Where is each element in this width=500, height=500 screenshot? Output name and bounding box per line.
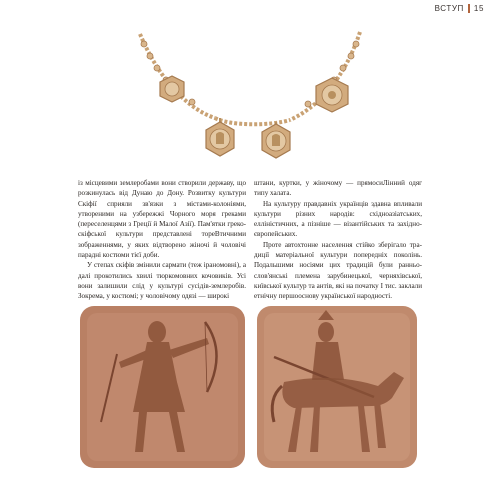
paragraph: із місцевими землеробами вони створили державу, що розкинулась від Дунаю до Дону. Розвитку культури Скіфії сприяли зв'язки з містами-колоніями, утвореними на узбережжі Чорного моря греками (переселенцями з Греції й Малої Азії). Пам'ятки греко-скіфської культури представлені тореВтичними зображеннями, у яких відтворено жіночі й чоловічі парадні костюми тієї доби. xyxy=(78,179,246,260)
page-number: 15 xyxy=(473,4,484,13)
running-header xyxy=(435,4,484,13)
necklace-image xyxy=(120,22,380,170)
gold-necklace-with-medallions-icon xyxy=(140,32,360,158)
header-separator xyxy=(468,4,470,13)
section-title: ВСТУП xyxy=(434,4,464,13)
archer-relief-image xyxy=(77,302,248,472)
paragraph: штани, куртки, у жіночому — прямосиЛінний одяг типу халата. xyxy=(254,179,422,198)
sarmatian-horseman-relief-icon xyxy=(257,306,417,468)
scythian-archer-relief-icon xyxy=(80,306,245,468)
paragraph: У степах скіфів змінили сармати (теж іраномовні), а далі прокотились хвилі тюркомовних кочовиків. Усі вони залишили слід у культурі сусідів-землеробів. Зокрема, у костюмі; у чоловічому одязі — широкі xyxy=(78,261,246,301)
text-column-right xyxy=(254,178,422,302)
paragraph: Проте автохтонне населення стійко зберігало традиції матеріальної культури попередніх поколінь. Подальшими носіями цих традицій були ранньослов'янські племена зарубинецької, черняхівської, київської культур та антів, які на початку І тис. заклали етнічну першооснову української народності. xyxy=(254,240,422,301)
horseman-relief-image xyxy=(254,302,420,472)
text-column-left xyxy=(78,178,246,302)
paragraph: На культуру правдавніх українців здавна впливали культури різних народів: східноазіатських, елліністичних, а пізніше — візантійських та західноєвропейських. xyxy=(254,199,422,239)
